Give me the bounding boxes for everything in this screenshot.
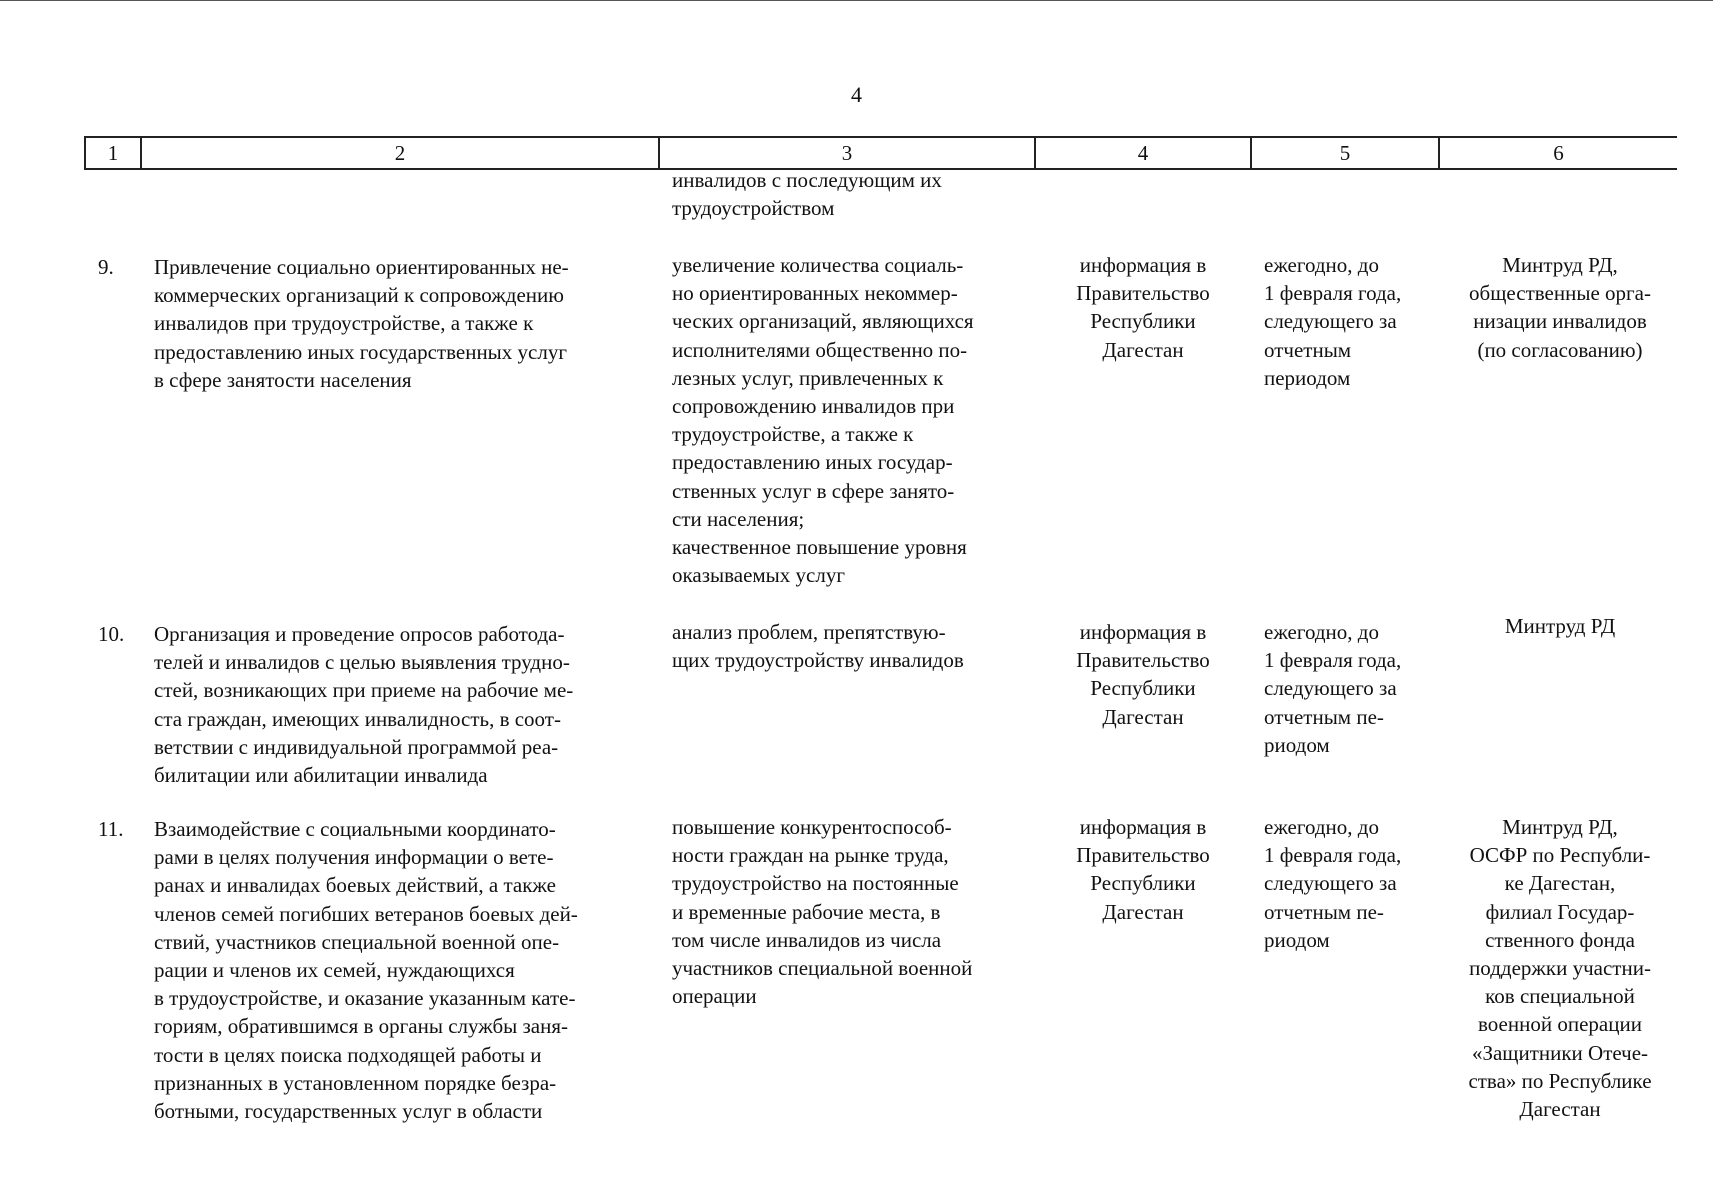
text-line: гориям, обратившимся в органы службы заня- (154, 1014, 569, 1039)
text-line: стей, возникающих при приеме на рабочие ме- (154, 678, 574, 703)
text-line: Привлечение социально ориентированных не- (154, 255, 569, 279)
row-9-responsible (1448, 251, 1672, 364)
row-11-reporting (1060, 813, 1226, 926)
text-line: Республики (1090, 309, 1196, 334)
text-line: Республики (1090, 871, 1196, 896)
text-line: ности граждан на рынке труда, (672, 843, 949, 868)
text-line: ранах и инвалидах боевых действий, а также (154, 873, 556, 898)
text-line: 1 февраля года, (1264, 648, 1402, 673)
text-line: отчетным (1264, 337, 1352, 362)
text-line: Минтруд РД (1504, 614, 1616, 638)
text-line: повышение конкурентоспособ- (672, 815, 952, 839)
text-line: ке Дагестан, (1504, 871, 1616, 896)
text-line: членов семей погибших ветеранов боевых дей- (154, 901, 578, 926)
text-line: ботными, государственных услуг в области (154, 1099, 543, 1124)
text-line: лезных услуг, привлеченных к (672, 365, 944, 390)
text-line: инвалидов с последующим их (672, 168, 942, 192)
text-line: щих трудоустройству инвалидов (672, 648, 964, 673)
text-line: предоставлению иных государ- (672, 450, 953, 475)
text-line: в трудоустройстве, и оказание указанным кате- (154, 986, 576, 1011)
text-line: Минтруд РД, (1502, 253, 1618, 277)
text-line: но ориентированных некоммер- (672, 281, 958, 306)
header-col-1: 1 (84, 138, 142, 168)
text-line: операции (672, 984, 757, 1009)
text-line: трудоустройство на постоянные (672, 871, 959, 896)
text-line: качественное повышение уровня (672, 535, 967, 560)
header-col-4: 4 (1036, 138, 1252, 168)
text-line: отчетным пе- (1264, 899, 1384, 924)
text-line: в сфере занятости населения (154, 367, 412, 392)
row-10-responsible (1448, 612, 1672, 640)
text-line: участников специальной военной (672, 956, 973, 981)
text-line: предоставлению иных государственных услуг (154, 339, 567, 364)
text-line: Республики (1090, 676, 1196, 701)
header-col-5: 5 (1252, 138, 1440, 168)
text-line: рации и членов их семей, нуждающихся (154, 958, 515, 983)
text-line: Правительство (1076, 843, 1210, 868)
text-line: ста граждан, имеющих инвалидность, в соот- (154, 706, 561, 731)
row-9-activity (154, 253, 650, 394)
row-10-activity (154, 620, 650, 789)
header-col-2: 2 (142, 138, 660, 168)
text-line: информация в (1079, 253, 1207, 277)
text-line: билитации или абилитации инвалида (154, 763, 488, 788)
page-number: 4 (851, 82, 862, 107)
text-line: риодом (1264, 732, 1330, 757)
text-line: признанных в установленном порядке безра- (154, 1070, 557, 1095)
text-line: ческих организаций, являющихся (672, 309, 974, 334)
text-line: том числе инвалидов из числа (672, 927, 942, 952)
table-header-row (84, 136, 1677, 170)
row-11-deadline (1264, 813, 1430, 954)
text-line: ков специальной (1485, 984, 1635, 1009)
text-line: трудоустройством (672, 196, 835, 221)
text-line: сопровождению инвалидов при (672, 394, 955, 419)
header-col-6: 6 (1553, 141, 1564, 165)
text-line: Организация и проведение опросов работода- (154, 622, 565, 646)
text-line: Правительство (1076, 281, 1210, 306)
row-9-result (672, 251, 1026, 589)
text-line: ежегодно, до (1264, 815, 1379, 839)
text-line: информация в (1079, 620, 1207, 644)
row-10-number: 10. (98, 622, 125, 646)
text-line: общественные орга- (1469, 281, 1651, 306)
text-line: рами в целях получения информации о вете- (154, 845, 554, 870)
text-line: коммерческих организаций к сопровождению (154, 283, 564, 308)
text-line: периодом (1264, 365, 1351, 390)
text-line: ОСФР по Республи- (1469, 843, 1651, 868)
text-line: Дагестан (1519, 1097, 1601, 1122)
text-line: риодом (1264, 927, 1330, 952)
text-line: следующего за (1264, 676, 1397, 701)
row-10-deadline (1264, 618, 1430, 759)
text-line: телей и инвалидов с целью выявления трудно- (154, 650, 570, 675)
text-line: ства» по Республике (1468, 1068, 1652, 1093)
text-line: Дагестан (1102, 337, 1184, 362)
text-line: анализ проблем, препятствую- (672, 620, 946, 644)
text-line: исполнителями общественно по- (672, 337, 968, 362)
row-9-number: 9. (98, 255, 114, 279)
row-9-deadline (1264, 251, 1430, 392)
text-line: 1 февраля года, (1264, 843, 1402, 868)
text-line: Правительство (1076, 648, 1210, 673)
text-line: «Защитники Отече- (1471, 1040, 1649, 1065)
text-line: информация в (1079, 815, 1207, 839)
text-line: увеличение количества социаль- (672, 253, 964, 277)
text-line: ствий, участников специальной военной опе- (154, 929, 560, 954)
text-line: трудоустройстве, а также к (672, 422, 914, 447)
row-11-activity (154, 815, 650, 1125)
text-line: ственных услуг в сфере занято- (672, 478, 955, 503)
text-line: филиал Государ- (1485, 899, 1635, 924)
text-line: инвалидов при трудоустройстве, а также к (154, 311, 534, 336)
text-line: поддержки участни- (1469, 956, 1651, 981)
text-line: низации инвалидов (1473, 309, 1647, 334)
header-col-3: 3 (660, 138, 1036, 168)
text-line: Взаимодействие с социальными координато- (154, 817, 556, 841)
text-line: и временные рабочие места, в (672, 899, 941, 924)
text-line: сти населения; (672, 506, 805, 531)
row-11-number: 11. (98, 817, 124, 841)
row-11-result (672, 813, 1026, 1010)
text-line: ежегодно, до (1264, 253, 1379, 277)
row-11-responsible (1448, 813, 1672, 1123)
text-line: Минтруд РД, (1502, 815, 1618, 839)
text-line: ежегодно, до (1264, 620, 1379, 644)
text-line: военной операции (1478, 1012, 1642, 1037)
text-line: Дагестан (1102, 899, 1184, 924)
text-line: тости в целях поиска подходящей работы и (154, 1042, 542, 1067)
scan-top-edge (0, 0, 1713, 1)
row-9-reporting (1060, 251, 1226, 364)
text-line: (по согласованию) (1477, 337, 1643, 362)
text-line: оказываемых услуг (672, 563, 845, 588)
row-10-result (672, 618, 1026, 674)
text-line: следующего за (1264, 871, 1397, 896)
row-10-reporting (1060, 618, 1226, 731)
text-line: Дагестан (1102, 704, 1184, 729)
text-line: отчетным пе- (1264, 704, 1384, 729)
text-line: ветствии с индивидуальной программой реа- (154, 734, 559, 759)
text-line: следующего за (1264, 309, 1397, 334)
continuation-col3 (672, 166, 1026, 222)
text-line: 1 февраля года, (1264, 281, 1402, 306)
text-line: ственного фонда (1485, 927, 1635, 952)
